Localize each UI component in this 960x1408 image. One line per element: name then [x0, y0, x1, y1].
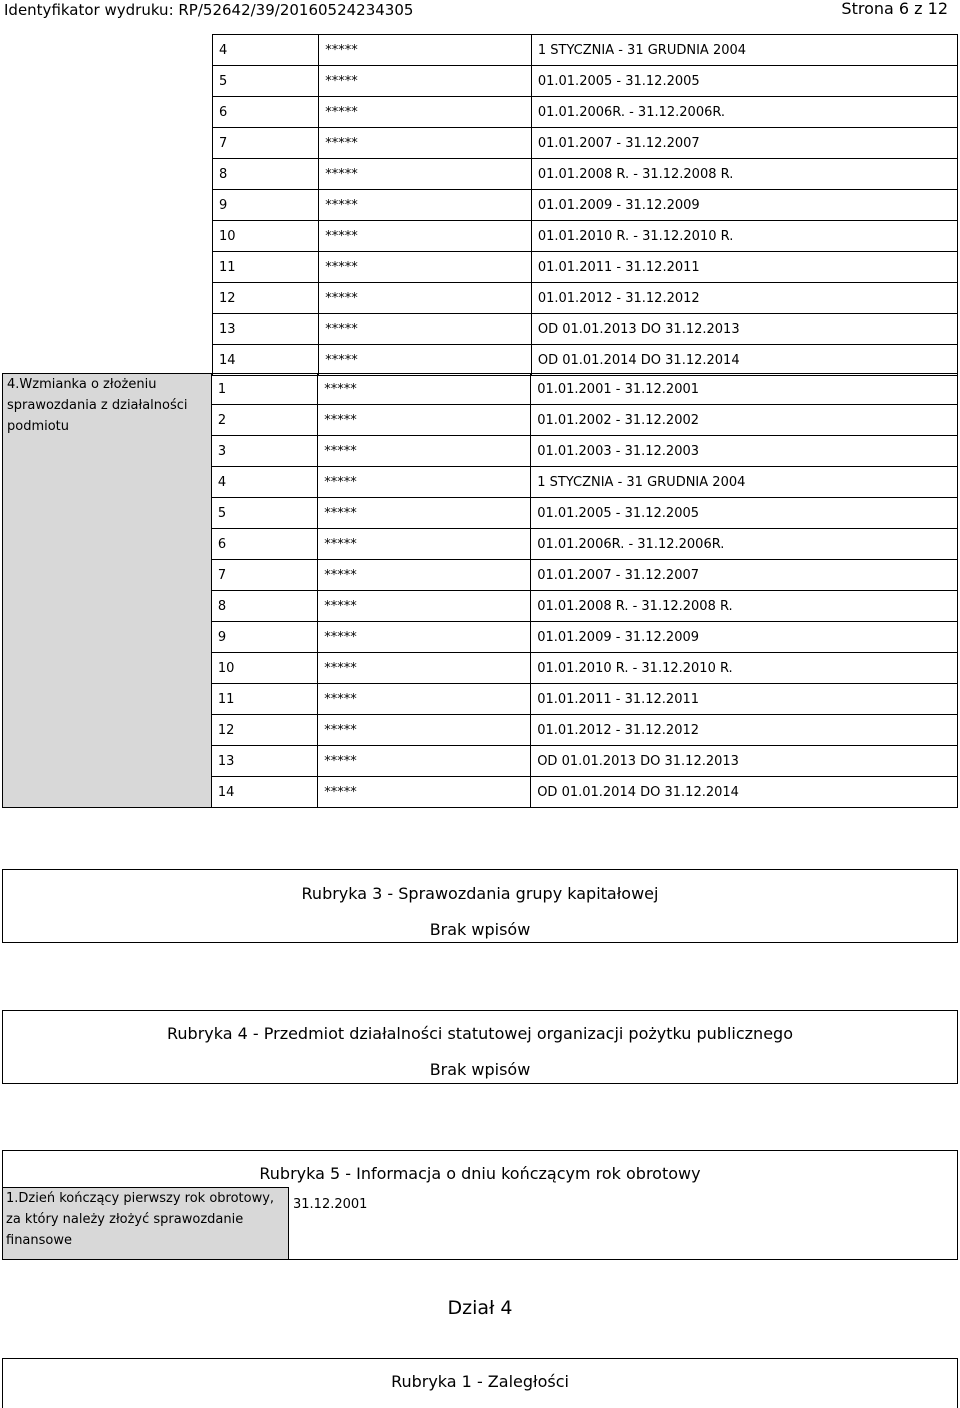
masked-value: *****: [318, 777, 531, 808]
masked-value: *****: [318, 498, 531, 529]
period: 01.01.2006R. - 31.12.2006R.: [531, 97, 957, 128]
period: 01.01.2007 - 31.12.2007: [531, 560, 958, 591]
row-number: 14: [211, 777, 317, 808]
masked-value: *****: [319, 97, 532, 128]
row-number: 8: [213, 159, 319, 190]
row-number: 11: [211, 684, 317, 715]
masked-value: *****: [319, 66, 532, 97]
period: 1 STYCZNIA - 31 GRUDNIA 2004: [531, 35, 957, 66]
row-number: 12: [213, 283, 319, 314]
masked-value: *****: [318, 529, 531, 560]
masked-value: *****: [319, 190, 532, 221]
rubryka4-box: [2, 1010, 958, 1084]
rubryka5-label-line: za który należy złożyć sprawozdanie: [6, 1212, 244, 1227]
print-identifier: Identyfikator wydruku: RP/52642/39/20160524234305: [4, 1, 414, 19]
table-row: [213, 35, 958, 66]
period: OD 01.01.2014 DO 31.12.2014: [531, 777, 958, 808]
section4-label-line: podmiotu: [7, 419, 70, 434]
period: 01.01.2011 - 31.12.2011: [531, 252, 957, 283]
masked-value: *****: [319, 314, 532, 345]
period: 01.01.2002 - 31.12.2002: [531, 405, 958, 436]
table-row: [213, 159, 958, 190]
period: 1 STYCZNIA - 31 GRUDNIA 2004: [531, 467, 958, 498]
table-row: [213, 128, 958, 159]
masked-value: *****: [319, 35, 532, 66]
table-row: [213, 97, 958, 128]
masked-value: *****: [319, 128, 532, 159]
rubryka1-title: Rubryka 1 - Zaległości: [391, 1372, 569, 1391]
table-row: [213, 66, 958, 97]
row-number: 5: [213, 66, 319, 97]
masked-value: *****: [318, 622, 531, 653]
table-row: [213, 252, 958, 283]
period: 01.01.2012 - 31.12.2012: [531, 283, 957, 314]
row-number: 7: [213, 128, 319, 159]
row-number: 7: [211, 560, 317, 591]
table-row: [213, 314, 958, 345]
period: 01.01.2008 R. - 31.12.2008 R.: [531, 591, 958, 622]
masked-value: *****: [319, 283, 532, 314]
rubryka5-label-line: finansowe: [6, 1233, 72, 1248]
top-rows-table: [212, 34, 958, 376]
rubryka4-title: Rubryka 4 - Przedmiot działalności statutowej organizacji pożytku publicznego: [167, 1024, 793, 1043]
row-number: 10: [213, 221, 319, 252]
table-row: [213, 345, 958, 376]
section4-label-line: 4.Wzmianka o złożeniu: [7, 377, 157, 392]
row-number: 13: [213, 314, 319, 345]
row-number: 8: [211, 591, 317, 622]
masked-value: *****: [318, 374, 531, 405]
masked-value: *****: [318, 746, 531, 777]
period: OD 01.01.2013 DO 31.12.2013: [531, 746, 958, 777]
masked-value: *****: [318, 436, 531, 467]
rubryka5-label-line: 1.Dzień kończący pierwszy rok obrotowy,: [6, 1191, 275, 1206]
period: 01.01.2010 R. - 31.12.2010 R.: [531, 221, 957, 252]
period: 01.01.2011 - 31.12.2011: [531, 684, 958, 715]
masked-value: *****: [318, 653, 531, 684]
period: 01.01.2005 - 31.12.2005: [531, 66, 957, 97]
masked-value: *****: [318, 591, 531, 622]
page-number: Strona 6 z 12: [841, 0, 948, 18]
period: 01.01.2008 R. - 31.12.2008 R.: [531, 159, 957, 190]
rubryka3-empty: Brak wpisów: [429, 920, 531, 939]
period: OD 01.01.2014 DO 31.12.2014: [531, 345, 957, 376]
table-row: [213, 283, 958, 314]
period: 01.01.2005 - 31.12.2005: [531, 498, 958, 529]
row-number: 12: [211, 715, 317, 746]
row-number: 6: [211, 529, 317, 560]
masked-value: *****: [319, 159, 532, 190]
row-number: 9: [213, 190, 319, 221]
section4-label-line: sprawozdania z działalności: [7, 398, 188, 413]
section4-label: [3, 374, 212, 808]
row-number: 10: [211, 653, 317, 684]
table-row: [213, 190, 958, 221]
masked-value: *****: [318, 405, 531, 436]
rubryka3-box: [2, 869, 958, 943]
period: 01.01.2009 - 31.12.2009: [531, 190, 957, 221]
rubryka5-box: [2, 1150, 958, 1260]
period: 01.01.2010 R. - 31.12.2010 R.: [531, 653, 958, 684]
rubryka5-label-cell: [3, 1187, 289, 1259]
rubryka4-empty: Brak wpisów: [429, 1060, 531, 1079]
row-number: 13: [211, 746, 317, 777]
masked-value: *****: [319, 221, 532, 252]
masked-value: *****: [318, 467, 531, 498]
period: OD 01.01.2013 DO 31.12.2013: [531, 314, 957, 345]
row-number: 14: [213, 345, 319, 376]
row-number: 6: [213, 97, 319, 128]
period: 01.01.2003 - 31.12.2003: [531, 436, 958, 467]
dzial4-heading: Dział 4: [447, 1297, 513, 1319]
period: 01.01.2007 - 31.12.2007: [531, 128, 957, 159]
row-number: 4: [213, 35, 319, 66]
row-number: 4: [211, 467, 317, 498]
row-number: 1: [211, 374, 317, 405]
masked-value: *****: [318, 715, 531, 746]
row-number: 3: [211, 436, 317, 467]
masked-value: *****: [318, 684, 531, 715]
rubryka1-box: [2, 1358, 958, 1408]
row-number: 5: [211, 498, 317, 529]
rubryka3-title: Rubryka 3 - Sprawozdania grupy kapitałowej: [301, 884, 659, 903]
period: 01.01.2006R. - 31.12.2006R.: [531, 529, 958, 560]
rubryka5-value: 31.12.2001: [293, 1197, 368, 1212]
period: 01.01.2001 - 31.12.2001: [531, 374, 958, 405]
row-number: 9: [211, 622, 317, 653]
section4-table: [2, 373, 958, 808]
table-row: [3, 374, 958, 405]
masked-value: *****: [319, 252, 532, 283]
row-number: 2: [211, 405, 317, 436]
period: 01.01.2009 - 31.12.2009: [531, 622, 958, 653]
table-row: [213, 221, 958, 252]
row-number: 11: [213, 252, 319, 283]
period: 01.01.2012 - 31.12.2012: [531, 715, 958, 746]
masked-value: *****: [319, 345, 532, 376]
rubryka5-title: Rubryka 5 - Informacja o dniu kończącym rok obrotowy: [259, 1164, 701, 1183]
masked-value: *****: [318, 560, 531, 591]
